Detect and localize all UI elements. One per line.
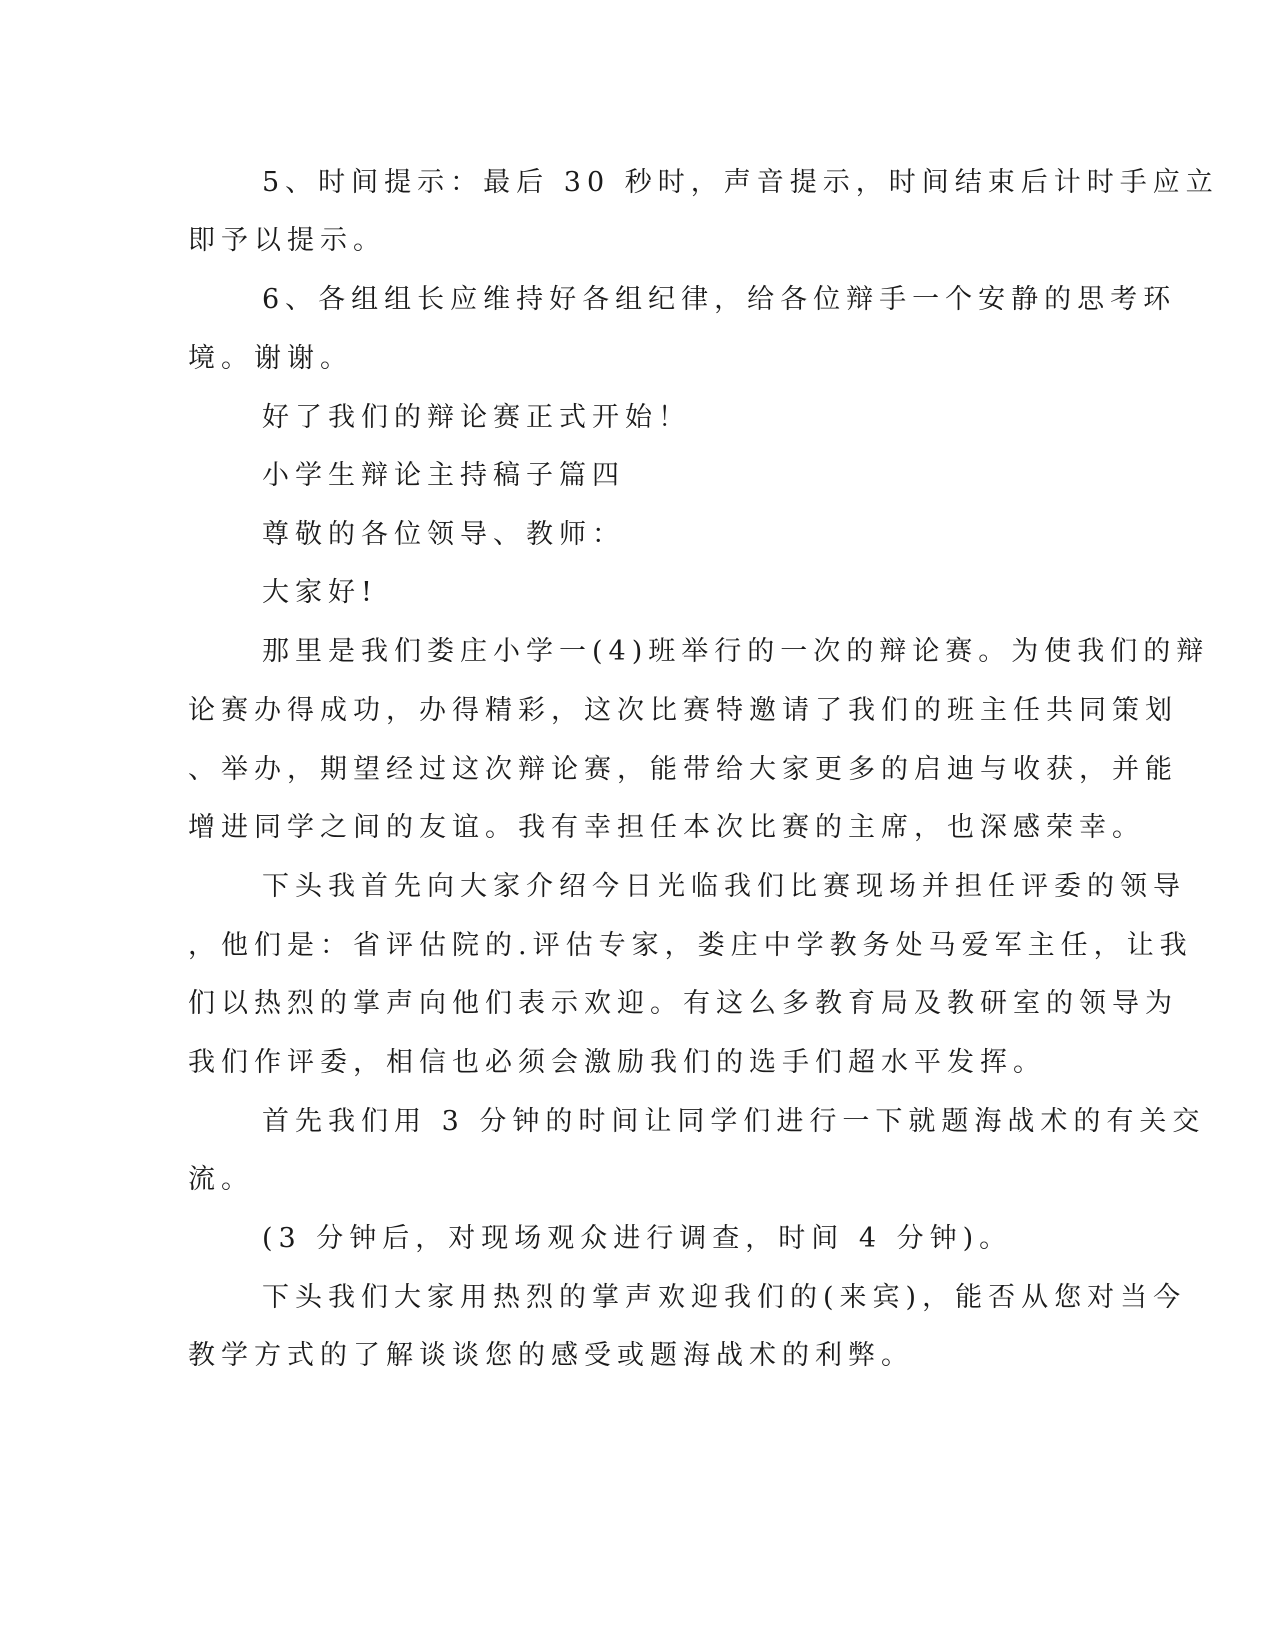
- paragraph-line: 即予以提示。: [188, 225, 386, 256]
- paragraph-line: 流。: [188, 1164, 254, 1195]
- salutation: 尊敬的各位领导、教师：: [262, 519, 625, 550]
- paragraph-line: 首先我们用 3 分钟的时间让同学们进行一下就题海战术的有关交: [262, 1106, 1206, 1137]
- paragraph-line: 那里是我们娄庄小学一(4)班举行的一次的辩论赛。为使我们的辩: [262, 636, 1210, 667]
- paragraph-line: 论赛办得成功，办得精彩，这次比赛特邀请了我们的班主任共同策划: [188, 695, 1178, 726]
- paragraph-line: 5、时间提示：最后 30 秒时，声音提示，时间结束后计时手应立: [262, 167, 1219, 198]
- paragraph-line: 们以热烈的掌声向他们表示欢迎。有这么多教育局及教研室的领导为: [188, 988, 1178, 1019]
- paragraph-line: 教学方式的了解谈谈您的感受或题海战术的利弊。: [188, 1340, 914, 1371]
- paragraph-line: 下头我们大家用热烈的掌声欢迎我们的(来宾)，能否从您对当今: [262, 1282, 1187, 1313]
- paragraph-line: 6、各组组长应维持好各组纪律，给各位辩手一个安静的思考环: [262, 284, 1177, 315]
- paragraph-line: 、举办，期望经过这次辩论赛，能带给大家更多的启迪与收获，并能: [188, 754, 1178, 785]
- paragraph-line: 我们作评委，相信也必须会激励我们的选手们超水平发挥。: [188, 1047, 1046, 1078]
- paragraph-line: 好了我们的辩论赛正式开始！: [262, 402, 691, 433]
- paragraph-line: 下头我首先向大家介绍今日光临我们比赛现场并担任评委的领导: [262, 871, 1186, 902]
- greeting: 大家好!: [262, 577, 378, 608]
- paragraph-line: (3 分钟后，对现场观众进行调查，时间 4 分钟)。: [262, 1223, 1013, 1254]
- paragraph-line: ，他们是：省评估院的.评估专家，娄庄中学教务处马爱军主任，让我: [188, 930, 1193, 961]
- paragraph-line: 增进同学之间的友谊。我有幸担任本次比赛的主席，也深感荣幸。: [188, 812, 1145, 843]
- section-heading: 小学生辩论主持稿子篇四: [262, 460, 625, 491]
- paragraph-line: 境。谢谢。: [188, 343, 353, 374]
